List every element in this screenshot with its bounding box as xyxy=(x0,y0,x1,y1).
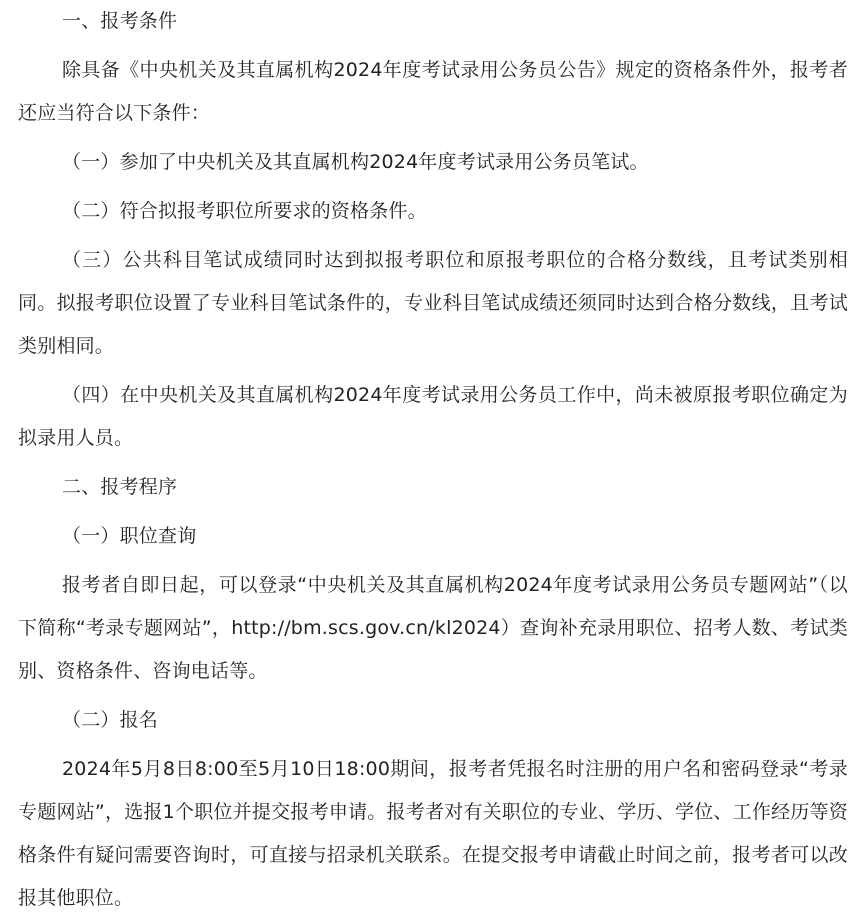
subsection-title-position-query: （一）职位查询 xyxy=(62,525,197,547)
position-query-text: 报考者自即日起，可以登录“中央机关及其直属机构2024年度考试录用公务员专题网站”（以下简称“考录专题网站”，http://bm.scs.gov.cn/kl2024）查询补充录用职位、招考人数、考试类别、资格条件、咨询电话等。 xyxy=(18,574,848,682)
registration-text: 2024年5月8日8:00至5月10日18:00期间，报考者凭报名时注册的用户名和密码登录“考录专题网站”，选报1个职位并提交报考申请。报考者对有关职位的专业、学历、学位、工作经历等资格条件有疑问需要咨询时，可直接与招录机关联系。在提交报考申请截止时间之前，报考者可以改报其他职位。 xyxy=(18,758,848,909)
qualification-item-3: （三）公共科目笔试成绩同时达到拟报考职位和原报考职位的合格分数线，且考试类别相同。拟报考职位设置了专业科目笔试条件的，专业科目笔试成绩还须同时达到合格分数线，且考试类别相同。 xyxy=(18,249,848,357)
section-heading-qualifications: 一、报考条件 xyxy=(62,10,178,32)
qualification-item-2: （二）符合拟报考职位所要求的资格条件。 xyxy=(62,200,427,222)
qualification-item-1: （一）参加了中央机关及其直属机构2024年度考试录用公务员笔试。 xyxy=(62,151,649,173)
qualifications-intro: 除具备《中央机关及其直属机构2024年度考试录用公务员公告》规定的资格条件外，报考者还应当符合以下条件： xyxy=(18,59,848,124)
subsection-title-registration: （二）报名 xyxy=(62,709,159,731)
section-heading-procedure: 二、报考程序 xyxy=(62,476,178,498)
qualification-item-4: （四）在中央机关及其直属机构2024年度考试录用公务员工作中，尚未被原报考职位确定为拟录用人员。 xyxy=(18,384,848,449)
